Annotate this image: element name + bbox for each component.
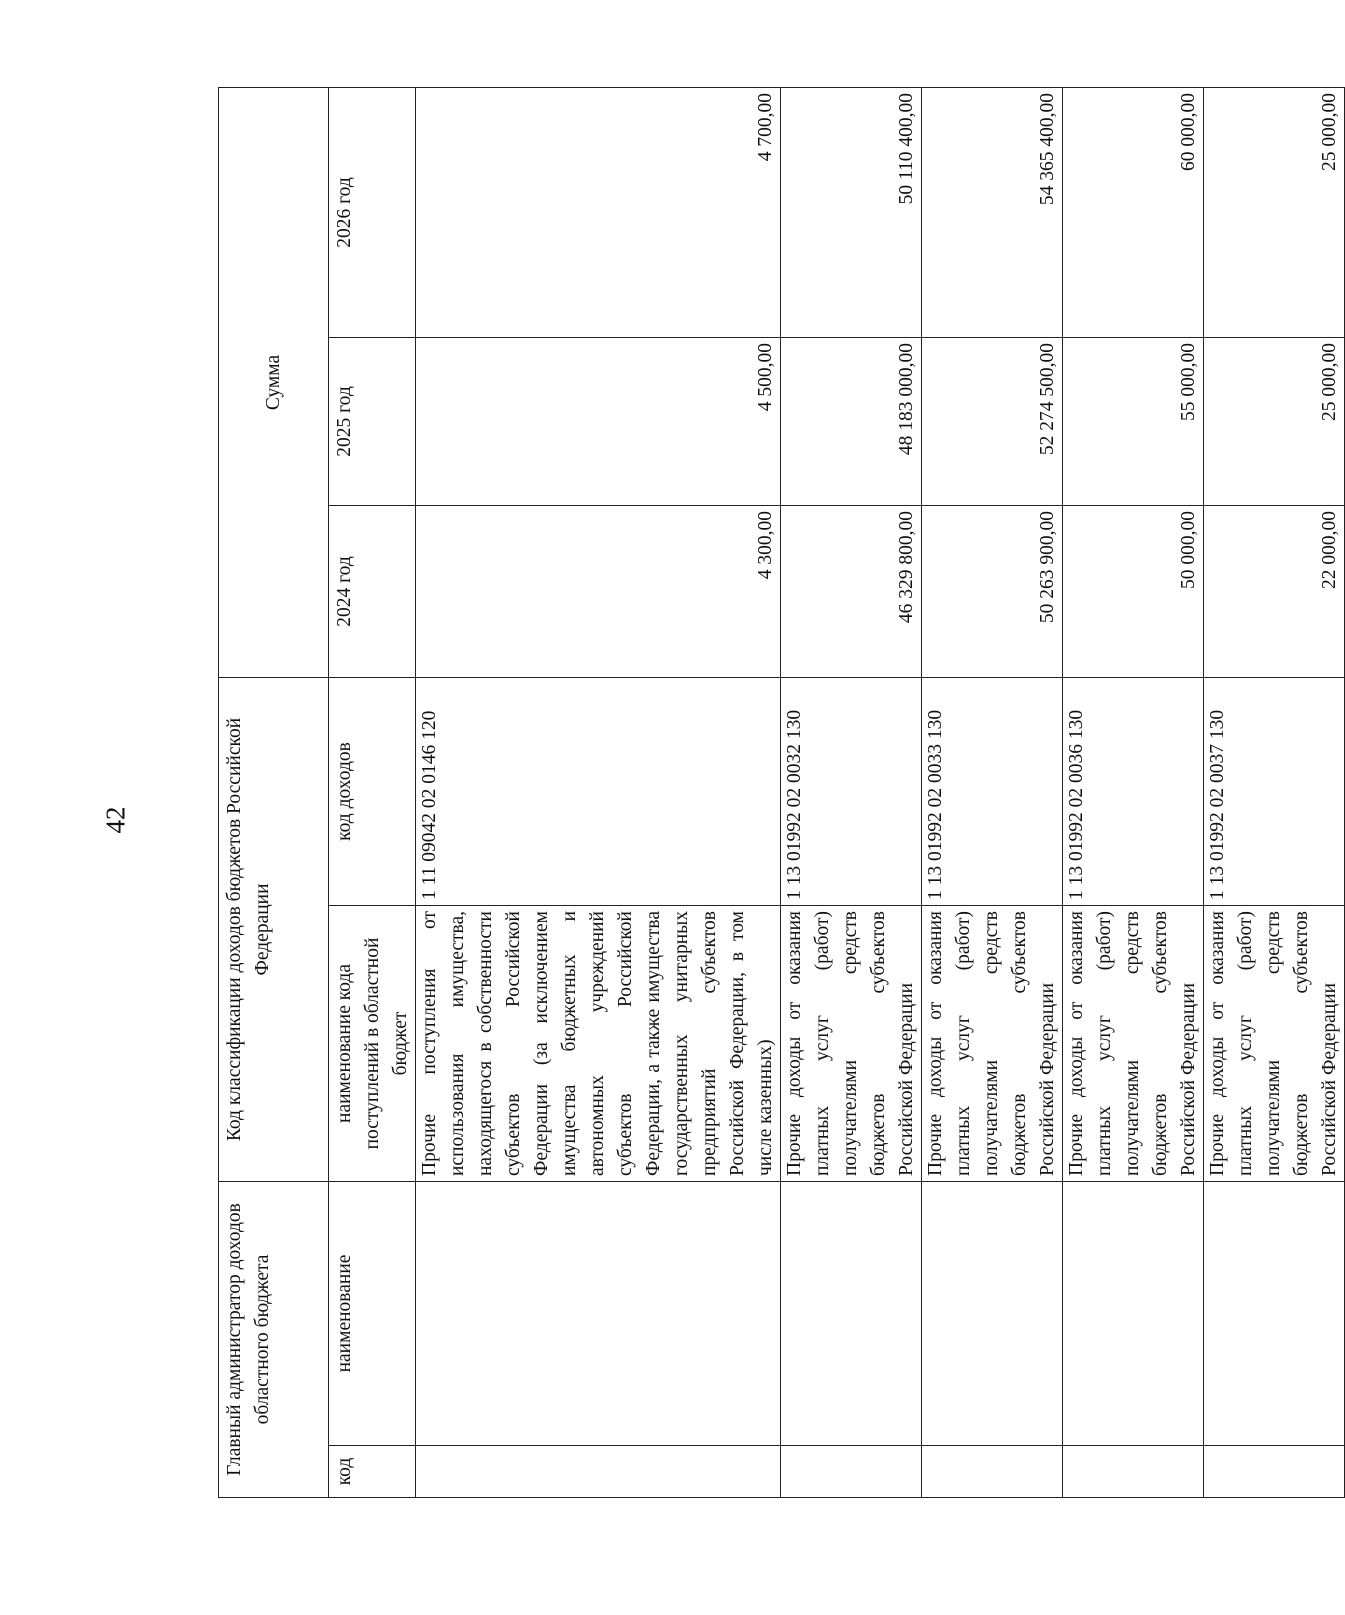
row-income-name: Прочие доходы от оказания платных услуг (работ) получателями средств бюджетов субъектов Российской Федерации [1063,906,1204,1182]
row-admin-name [1063,1182,1204,1446]
row-admin-name [416,1182,781,1446]
header-row-columns [329,87,416,1497]
row-amount-2026: 25 000,00 [1204,87,1345,337]
row-amount-2025: 52 274 500,00 [922,338,1063,506]
row-admin-name [922,1182,1063,1446]
row-amount-2026: 54 365 400,00 [922,87,1063,337]
row-admin-code [781,1446,922,1498]
table-row [1063,87,1204,1497]
header-admin-code: код [329,1446,416,1498]
row-admin-code [1063,1446,1204,1498]
header-row-groups [219,87,329,1497]
header-year-2025: 2025 год [329,338,416,506]
row-amount-2025: 55 000,00 [1063,338,1204,506]
header-year-2024: 2024 год [329,506,416,678]
row-income-name: Прочие доходы от оказания платных услуг (работ) получателями средств бюджетов субъектов Российской Федерации [922,906,1063,1182]
row-income-name: Прочие доходы от оказания платных услуг (работ) получателями средств бюджетов субъектов Российской Федерации [1204,906,1345,1182]
row-income-code: 1 13 01992 02 0033 130 [922,678,1063,906]
header-income-code: код доходов [329,678,416,906]
row-amount-2024: 4 300,00 [416,506,781,678]
row-admin-code [922,1446,1063,1498]
header-classification-group: Код классификации доходов бюджетов Российской Федерации [219,678,329,1182]
row-amount-2025: 4 500,00 [416,338,781,506]
row-amount-2024: 50 263 900,00 [922,506,1063,678]
header-year-2026: 2026 год [329,87,416,337]
table-row [781,87,922,1497]
table-row [922,87,1063,1497]
table-row [1204,87,1345,1497]
row-income-code: 1 11 09042 02 0146 120 [416,678,781,906]
row-amount-2024: 50 000,00 [1063,506,1204,678]
rotated-page-content [218,88,1340,1498]
row-amount-2025: 48 183 000,00 [781,338,922,506]
income-table [218,87,1345,1498]
table-row [416,87,781,1497]
row-amount-2026: 4 700,00 [416,87,781,337]
row-admin-name [1204,1182,1345,1446]
row-income-name: Прочие доходы от оказания платных услуг (работ) получателями средств бюджетов субъектов Российской Федерации [781,906,922,1182]
row-income-code: 1 13 01992 02 0032 130 [781,678,922,906]
row-admin-code [416,1446,781,1498]
row-income-name: Прочие поступления от использования имущества, находящегося в собственности субъектов Российской Федерации (за исключением имущества бюджетных и автономных учреждений субъектов Российской Федерации, а также имущества государственных унитарных предприятий субъектов Российской Федерации, в том числе казенных) [416,906,781,1182]
row-amount-2026: 60 000,00 [1063,87,1204,337]
page-number: 42 [100,806,131,834]
header-sum-group: Сумма [219,87,329,677]
header-income-name: наименование кода поступлений в областной бюджет [329,906,416,1182]
header-admin-group: Главный администратор доходов областного бюджета [219,1182,329,1498]
row-amount-2025: 25 000,00 [1204,338,1345,506]
row-income-code: 1 13 01992 02 0036 130 [1063,678,1204,906]
row-income-code: 1 13 01992 02 0037 130 [1204,678,1345,906]
header-admin-name: наименование [329,1182,416,1446]
row-admin-code [1204,1446,1345,1498]
row-amount-2026: 50 110 400,00 [781,87,922,337]
row-admin-name [781,1182,922,1446]
row-amount-2024: 46 329 800,00 [781,506,922,678]
row-amount-2024: 22 000,00 [1204,506,1345,678]
